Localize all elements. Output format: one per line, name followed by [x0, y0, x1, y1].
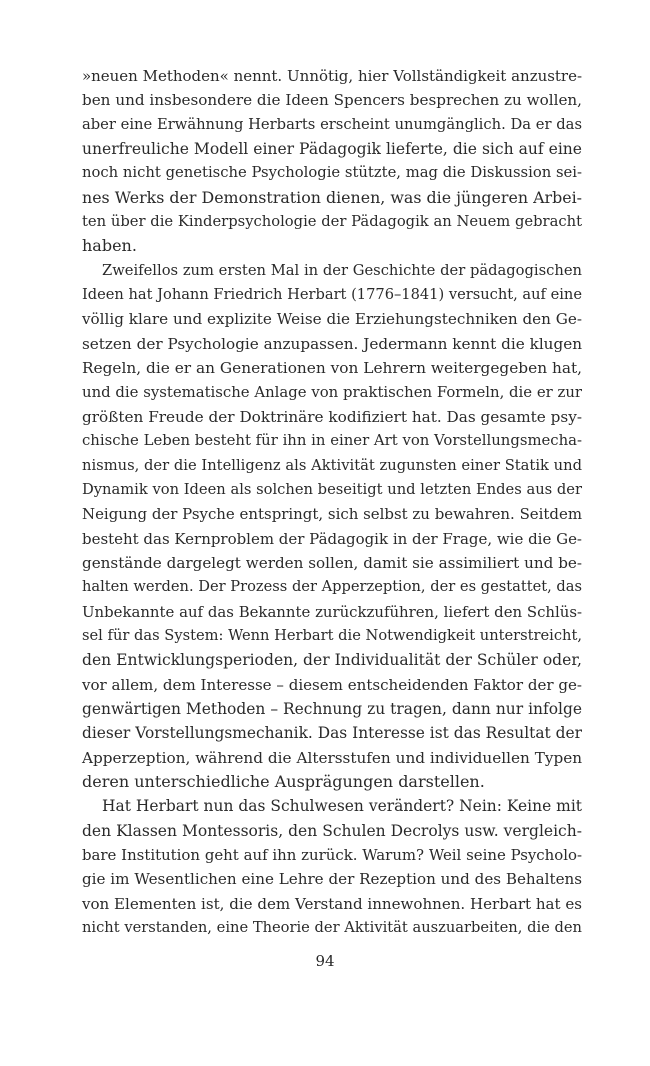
text-line: nismus, der die Intelligenz als Aktivität zugunsten einer Statik und: [82, 456, 582, 474]
text-line: noch nicht genetische Psychologie stützte, mag die Diskussion sei-: [82, 164, 582, 182]
text-line: unerfreuliche Modell einer Pädagogik lieferte, die sich auf eine: [82, 140, 582, 159]
text-line: aber eine Erwähnung Herbarts erscheint unumgänglich. Da er das: [82, 115, 582, 133]
text-line: Regeln, die er an Generationen von Lehrern weitergegeben hat,: [82, 359, 582, 378]
text-line: vor allem, dem Interesse – diesem entscheidenden Faktor der ge-: [82, 675, 582, 694]
paragraph: [82, 64, 582, 259]
text-line: ten über die Kinderpsychologie der Pädagogik an Neuem gebracht: [82, 213, 582, 231]
text-line: chische Leben besteht für ihn in einer Art von Vorstellungsmecha-: [82, 432, 582, 450]
text-line: von Elementen ist, die dem Verstand innewohnen. Herbart hat es: [82, 894, 582, 913]
text-line: größten Freude der Doktrinäre kodifiziert hat. Das gesamte psy-: [82, 407, 582, 426]
text-line: Unbekannte auf das Bekannte zurückzuführen, liefert den Schlüs-: [82, 602, 582, 621]
paragraph: [82, 259, 582, 795]
text-line: gie im Wesentlichen eine Lehre der Rezeption und des Behaltens: [82, 870, 582, 889]
text-line: dieser Vorstellungsmechanik. Das Interesse ist das Resultat der: [82, 724, 582, 743]
body-text: [82, 64, 582, 940]
text-line: Zweifellos zum ersten Mal in der Geschichte der pädagogischen: [102, 261, 582, 279]
text-line: nicht verstanden, eine Theorie der Aktivität auszuarbeiten, die den: [82, 919, 582, 937]
text-line: nes Werks der Demonstration dienen, was die jüngeren Arbei-: [82, 187, 582, 207]
text-line: völlig klare und explizite Weise die Erziehungstechniken den Ge-: [82, 310, 582, 329]
text-line: setzen der Psychologie anzupassen. Jedermann kennt die klugen: [82, 334, 582, 353]
paragraph: [82, 794, 582, 940]
text-line: genstände dargelegt werden sollen, damit sie assimiliert und be-: [82, 553, 582, 572]
text-line: genwärtigen Methoden – Rechnung zu tragen, dann nur infolge: [82, 699, 582, 718]
text-line: den Entwicklungsperioden, der Individualität der Schüler oder,: [82, 651, 582, 670]
text-line: Hat Herbart nun das Schulwesen verändert? Nein: Keine mit: [102, 797, 582, 816]
text-line: haben.: [82, 236, 137, 256]
text-line: »neuen Methoden« nennt. Unnötig, hier Vollständigkeit anzustre-: [82, 67, 582, 85]
page-number: 94: [315, 952, 335, 970]
text-line: besteht das Kernproblem der Pädagogik in der Frage, wie die Ge-: [82, 529, 582, 548]
text-line: halten werden. Der Prozess der Apperzeption, der es gestattet, das: [82, 578, 582, 596]
text-line: den Klassen Montessoris, den Schulen Decrolys usw. vergleich-: [82, 821, 582, 840]
text-line: Apperzeption, während die Altersstufen und individuellen Typen: [82, 748, 582, 767]
text-line: Dynamik von Ideen als solchen beseitigt und letzten Endes aus der: [82, 480, 582, 498]
text-line: bare Institution geht auf ihn zurück. Warum? Weil seine Psycholo-: [82, 846, 582, 864]
text-line: deren unterschiedliche Ausprägungen darstellen.: [82, 771, 485, 791]
text-line: ben und insbesondere die Ideen Spencers besprechen zu wollen,: [82, 91, 582, 110]
text-line: Neigung der Psyche entspringt, sich selbst zu bewahren. Seitdem: [82, 505, 582, 524]
text-line: und die systematische Anlage von praktischen Formeln, die er zur: [82, 383, 582, 402]
text-line: sel für das System: Wenn Herbart die Notwendigkeit unterstreicht,: [82, 626, 582, 644]
text-line: Ideen hat Johann Friedrich Herbart (1776–1841) versucht, auf eine: [82, 286, 582, 304]
